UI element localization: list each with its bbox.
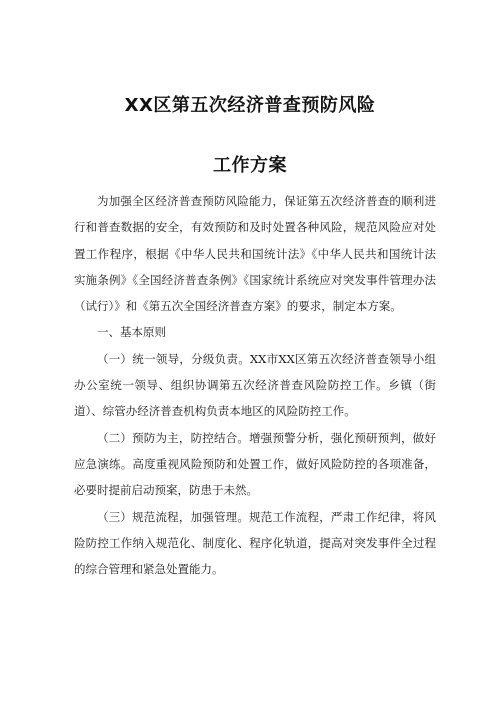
intro-paragraph: 为加强全区经济普查预防风险能力，保证第五次经济普查的顺利进行和普查数据的安全，有效预防和及时处置各种风险，规范风险应对处置工作程序，根据《中华人民共和国统计法》《中华人民共和国统计法实施条例》《全国经济普查条例》《国家统计系统应对突发事件管理办法（试行）》和《第五次全国经济普查方案》的要求，制定本方案。: [74, 194, 436, 314]
document-title: XX区第五次经济普查预防风险: [124, 95, 376, 116]
section-heading-basic-principles: 一、基本原则: [97, 325, 166, 340]
principle-paragraph-3: （三）规范流程，加强管理。规范工作流程，严肃工作纪律，将风险防控工作纳入规范化、制度化、程序化轨道，提高对突发事件全过程的综合管理和紧急处置能力。: [74, 509, 436, 577]
principle-paragraph-2: （二）预防为主，防控结合。增强预警分析，强化预研预判，做好应急演练。高度重视风险预防和处置工作，做好风险防控的各项准备，必要时提前启动预案，防患于未然。: [74, 430, 436, 498]
principle-paragraph-1: （一）统一领导，分级负责。XX市XX区第五次经济普查领导小组办公室统一领导、组织协调第五次经济普查风险防控工作。乡镇（街道）、综管办经济普查机构负责本地区的风险防控工作。: [74, 351, 436, 419]
document-subtitle: 工作方案: [213, 155, 287, 176]
document-body: [74, 188, 436, 582]
